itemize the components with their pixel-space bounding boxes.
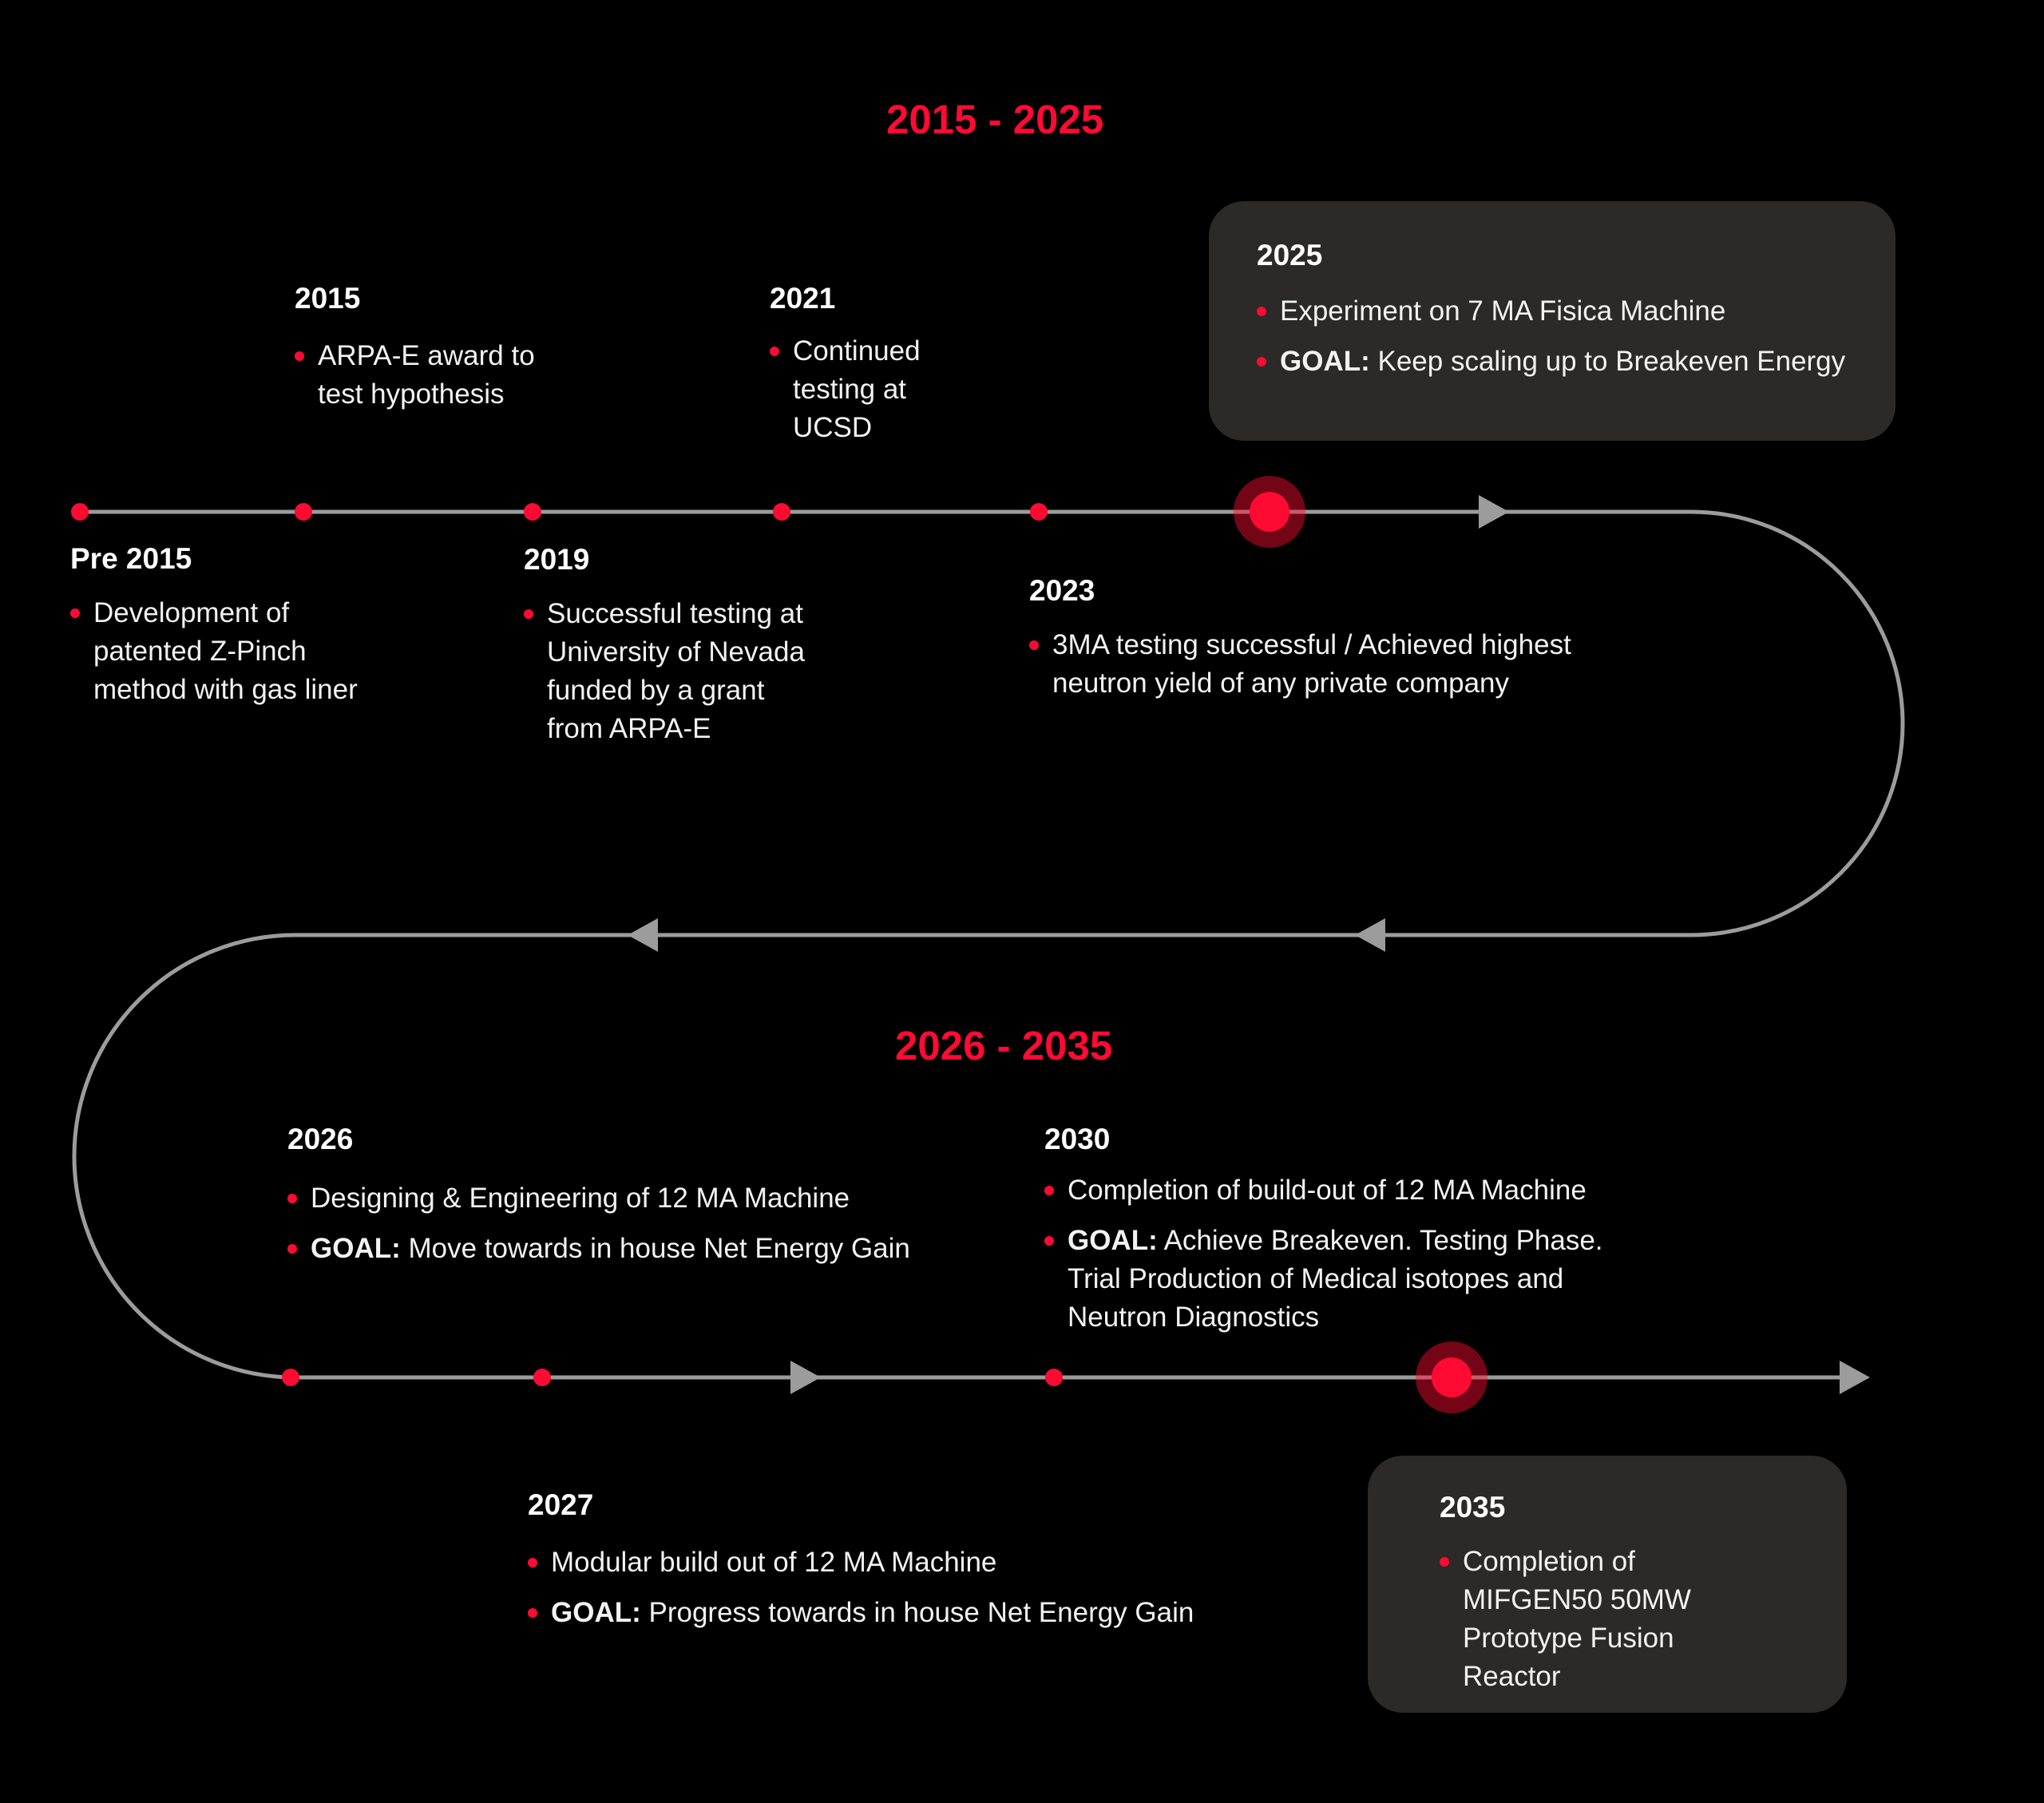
arrow-right-icon bbox=[1479, 495, 1509, 529]
milestone-dot bbox=[295, 503, 312, 521]
goal-label: GOAL: bbox=[311, 1233, 401, 1264]
event-point-text: Keep scaling up to Breakeven Energy bbox=[1377, 346, 1846, 377]
goal-label: GOAL: bbox=[1068, 1225, 1158, 1256]
arrow-right-icon bbox=[790, 1361, 821, 1394]
event-year: 2027 bbox=[528, 1488, 594, 1521]
event-point-text: Experiment on 7 MA Fisica Machine bbox=[1280, 295, 1726, 327]
milestone-highlight-dot bbox=[1250, 492, 1289, 532]
timeline-event bbox=[1044, 1122, 1627, 1337]
event-point bbox=[1044, 1171, 1627, 1210]
event-goal-point bbox=[1257, 343, 1888, 381]
event-year: 2023 bbox=[1029, 574, 1095, 607]
goal-label: GOAL: bbox=[1280, 346, 1370, 377]
bullet-icon bbox=[528, 1608, 537, 1618]
event-point bbox=[287, 1179, 990, 1218]
event-year: 2035 bbox=[1440, 1491, 1506, 1524]
event-point-text: Achieve Breakeven. Testing Phase. Trial Production of Medical isotopes and Neutron Diagnostics bbox=[1068, 1225, 1603, 1333]
event-point-text: 3MA testing successful / Achieved highest neutron yield of any private company bbox=[1052, 629, 1571, 699]
event-point bbox=[1257, 292, 1888, 331]
bullet-icon bbox=[1257, 357, 1266, 367]
milestone-dot bbox=[71, 503, 89, 521]
timeline-event bbox=[1257, 238, 1888, 381]
event-point-text: Progress towards in house Net Energy Gain bbox=[648, 1597, 1194, 1628]
event-year: Pre 2015 bbox=[70, 542, 192, 575]
milestone-dot bbox=[282, 1369, 299, 1386]
bullet-icon bbox=[1257, 307, 1266, 316]
event-point-text: Continued testing at UCSD bbox=[793, 335, 921, 443]
event-goal-point bbox=[528, 1594, 1246, 1632]
event-year: 2019 bbox=[524, 543, 590, 576]
event-year: 2015 bbox=[295, 282, 361, 315]
event-point bbox=[1029, 626, 1620, 703]
event-point-text: Development of patented Z-Pinch method with gas liner bbox=[93, 597, 358, 705]
bullet-icon bbox=[70, 608, 80, 618]
event-point bbox=[70, 594, 390, 709]
event-point-text: Modular build out of 12 MA Machine bbox=[551, 1547, 997, 1578]
arrow-right-icon bbox=[1840, 1361, 1870, 1394]
timeline-event bbox=[295, 281, 558, 414]
bullet-icon bbox=[770, 347, 779, 356]
event-goal-point bbox=[287, 1230, 990, 1268]
bullet-icon bbox=[287, 1194, 297, 1203]
milestone-dot bbox=[1030, 503, 1048, 521]
event-point-text: Designing & Engineering of 12 MA Machine bbox=[311, 1183, 850, 1214]
milestone-dot bbox=[1045, 1369, 1063, 1386]
timeline-event bbox=[287, 1122, 990, 1268]
event-point bbox=[770, 332, 945, 447]
section-title: 2015 - 2025 bbox=[886, 97, 1104, 142]
bullet-icon bbox=[295, 351, 304, 361]
timeline-event bbox=[1440, 1490, 1775, 1696]
section-title: 2026 - 2035 bbox=[895, 1023, 1113, 1068]
bullet-icon bbox=[1044, 1236, 1054, 1246]
event-point bbox=[524, 595, 827, 748]
bullet-icon bbox=[524, 609, 533, 619]
milestone-highlight-dot bbox=[1432, 1357, 1472, 1397]
goal-label: GOAL: bbox=[551, 1597, 641, 1628]
milestone-dot bbox=[773, 503, 790, 521]
milestone-dot bbox=[524, 503, 541, 521]
milestone-dot bbox=[533, 1369, 551, 1386]
arrow-left-icon bbox=[1355, 918, 1385, 952]
bullet-icon bbox=[528, 1558, 537, 1567]
event-point-text: Completion of build-out of 12 MA Machine bbox=[1068, 1175, 1586, 1206]
timeline-event bbox=[1029, 573, 1620, 703]
timeline-event bbox=[528, 1488, 1246, 1632]
event-goal-point bbox=[1044, 1222, 1627, 1337]
bullet-icon bbox=[287, 1244, 297, 1254]
timeline-event bbox=[70, 541, 390, 709]
event-year: 2026 bbox=[287, 1123, 354, 1155]
arrow-left-icon bbox=[628, 918, 658, 952]
event-point-text: Completion of MIFGEN50 50MW Prototype Fusion Reactor bbox=[1463, 1546, 1691, 1692]
bullet-icon bbox=[1029, 640, 1039, 650]
event-point-text: Successful testing at University of Nevada funded by a grant from ARPA-E bbox=[547, 598, 805, 744]
bullet-icon bbox=[1044, 1186, 1054, 1195]
event-point-text: Move towards in house Net Energy Gain bbox=[408, 1233, 910, 1264]
event-year: 2030 bbox=[1044, 1123, 1111, 1155]
event-point bbox=[1440, 1543, 1775, 1696]
bullet-icon bbox=[1440, 1557, 1449, 1567]
event-point bbox=[295, 337, 558, 414]
event-year: 2021 bbox=[770, 282, 836, 315]
event-point bbox=[528, 1543, 1246, 1582]
timeline-event bbox=[770, 281, 945, 447]
timeline-event bbox=[524, 542, 827, 748]
event-year: 2025 bbox=[1257, 239, 1323, 271]
event-point-text: ARPA-E award to test hypothesis bbox=[318, 340, 535, 410]
